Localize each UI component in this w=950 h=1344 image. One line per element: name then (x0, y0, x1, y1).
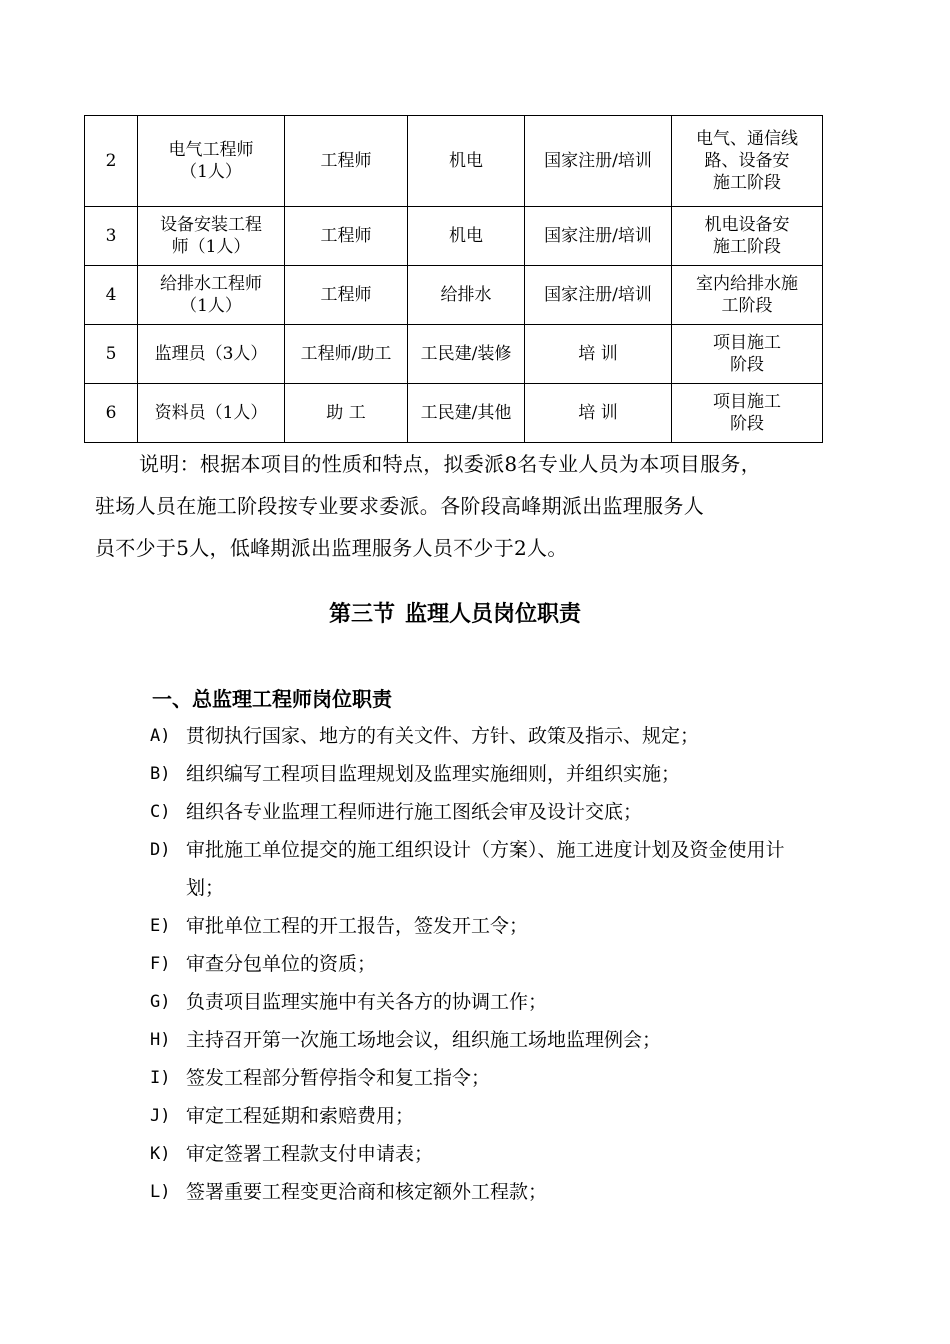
staffing-note (95, 443, 855, 569)
qualification: 国家注册/培训 (525, 266, 672, 325)
item-marker: D) (150, 840, 171, 860)
item-text: 审批施工单位提交的施工组织设计（方案）、施工进度计划及资金使用计划； (186, 839, 785, 899)
position-name: 给排水工程师 （1人） (138, 266, 285, 325)
list-item (150, 1097, 850, 1135)
item-marker: G) (150, 992, 171, 1012)
item-text: 审定签署工程款支付申请表； (186, 1143, 434, 1165)
list-item (150, 945, 850, 983)
section-name: 监理人员岗位职责 (405, 602, 582, 627)
item-marker: B) (150, 764, 171, 784)
row-number: 5 (85, 325, 138, 384)
item-text: 审定工程延期和索赔费用； (186, 1105, 415, 1127)
item-text: 主持召开第一次施工场地会议，组织施工场地监理例会； (186, 1029, 662, 1051)
list-item (150, 831, 850, 907)
list-item (150, 793, 850, 831)
position-name: 监理员（3人） (138, 325, 285, 384)
qualification: 国家注册/培训 (525, 116, 672, 207)
specialty: 机电 (408, 116, 525, 207)
table-row (85, 207, 823, 266)
qualification: 培 训 (525, 384, 672, 443)
qualification: 培 训 (525, 325, 672, 384)
item-text: 负责项目监理实施中有关各方的协调工作； (186, 991, 548, 1013)
work-stage: 室内给排水施 工阶段 (672, 266, 823, 325)
job-title: 工程师 (285, 116, 408, 207)
item-text: 贯彻执行国家、地方的有关文件、方针、政策及指示、规定； (186, 725, 700, 747)
item-marker: A) (150, 726, 171, 746)
specialty: 给排水 (408, 266, 525, 325)
item-text: 组织各专业监理工程师进行施工图纸会审及设计交底； (186, 801, 643, 823)
item-text: 组织编写工程项目监理规划及监理实施细则，并组织实施； (186, 763, 681, 785)
item-marker: J) (150, 1106, 171, 1126)
job-title: 助 工 (285, 384, 408, 443)
list-item (150, 1021, 850, 1059)
section-heading (0, 597, 910, 628)
item-text: 签署重要工程变更洽商和核定额外工程款； (186, 1181, 548, 1203)
item-marker: I) (150, 1068, 171, 1088)
work-stage: 项目施工 阶段 (672, 325, 823, 384)
table-row (85, 266, 823, 325)
job-title: 工程师 (285, 266, 408, 325)
item-marker: F) (150, 954, 171, 974)
note-line: 驻场人员在施工阶段按专业要求委派。各阶段高峰期派出监理服务人 (95, 494, 704, 518)
list-item (150, 1173, 850, 1211)
row-number: 3 (85, 207, 138, 266)
note-line: 说明：根据本项目的性质和特点，拟委派8名专业人员为本项目服务， (139, 452, 762, 476)
row-number: 2 (85, 116, 138, 207)
list-item (150, 1059, 850, 1097)
row-number: 4 (85, 266, 138, 325)
position-name: 电气工程师 （1人） (138, 116, 285, 207)
note-line: 员不少于5人，低峰期派出监理服务人员不少于2人。 (95, 536, 568, 560)
list-item (150, 983, 850, 1021)
row-number: 6 (85, 384, 138, 443)
item-text: 签发工程部分暂停指令和复工指令； (186, 1067, 491, 1089)
item-marker: E) (150, 916, 171, 936)
table-row (85, 325, 823, 384)
item-marker: H) (150, 1030, 171, 1050)
item-marker: C) (150, 802, 171, 822)
qualification: 国家注册/培训 (525, 207, 672, 266)
specialty: 机电 (408, 207, 525, 266)
item-marker: K) (150, 1144, 171, 1164)
staff-table (84, 115, 823, 443)
specialty: 工民建/其他 (408, 384, 525, 443)
work-stage: 机电设备安 施工阶段 (672, 207, 823, 266)
section-number: 第三节 (328, 602, 395, 627)
item-text: 审批单位工程的开工报告，签发开工令； (186, 915, 529, 937)
job-title: 工程师/助工 (285, 325, 408, 384)
position-name: 资料员（1人） (138, 384, 285, 443)
position-name: 设备安装工程 师（1人） (138, 207, 285, 266)
item-marker: L) (150, 1182, 171, 1202)
table-row (85, 384, 823, 443)
list-item (150, 717, 850, 755)
list-item (150, 755, 850, 793)
table-row (85, 116, 823, 207)
item-text: 审查分包单位的资质； (186, 953, 377, 975)
list-item (150, 907, 850, 945)
specialty: 工民建/装修 (408, 325, 525, 384)
work-stage: 项目施工 阶段 (672, 384, 823, 443)
subsection-heading: 一、总监理工程师岗位职责 (152, 687, 392, 711)
work-stage: 电气、通信线 路、设备安 施工阶段 (672, 116, 823, 207)
job-title: 工程师 (285, 207, 408, 266)
duty-list (150, 717, 850, 1211)
list-item (150, 1135, 850, 1173)
